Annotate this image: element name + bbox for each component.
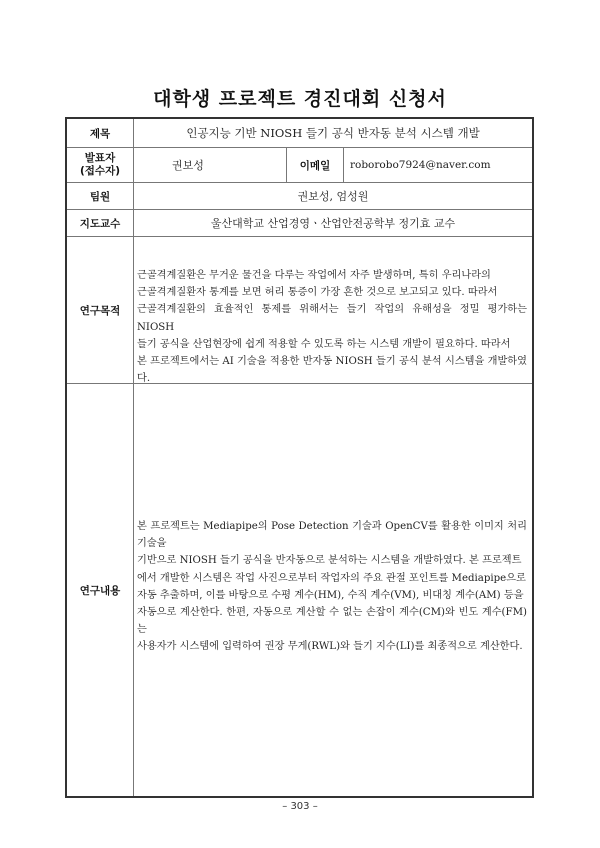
advisor-value: 울산대학교 산업경영ㆍ산업안전공학부 정기효 교수 [210, 217, 456, 230]
content-line: 자동으로 계산한다. 한편, 자동으로 계산할 수 없는 손잡이 계수(CM)와 빈도 계수(FM)는 [137, 607, 527, 636]
email-value: roborobo7924@naver.com [350, 159, 491, 171]
purpose-text [137, 267, 527, 387]
purpose-line: 근골격계질환자 통계를 보면 허리 통증이 가장 흔한 것으로 보고되고 있다. 따라서 [137, 287, 498, 299]
advisor-label: 지도교수 [79, 217, 121, 230]
row-divider [67, 236, 532, 237]
purpose-line: 본 프로젝트에서는 AI 기술을 적용한 반자동 NIOSH 들기 공식 분석 시스템을 개발하였다. [137, 356, 527, 385]
purpose-label: 연구목적 [79, 304, 121, 317]
team-value: 권보성, 엄성원 [297, 190, 369, 203]
content-line: 에서 개발한 시스템은 작업 사진으로부터 작업자의 주요 관절 포인트를 Mediapipe으로 [137, 572, 526, 584]
team-label: 팀원 [89, 190, 111, 203]
content-line: 본 프로젝트는 Mediapipe의 Pose Detection 기술과 OpenCV를 활용한 이미지 처리 기술을 [137, 521, 527, 550]
page-title: 대학생 프로젝트 경진대회 신청서 [153, 88, 447, 110]
applicant-label-line1: 발표자 [84, 152, 116, 164]
applicant-label-line2: (접수자) [79, 165, 121, 177]
purpose-line: 근골격계질환의 효율적인 통제를 위해서는 들기 작업의 유해성을 정밀 평가하는 NIOSH [137, 304, 527, 333]
applicant-label [67, 148, 133, 182]
applicant-name: 권보성 [172, 159, 204, 172]
application-form [65, 117, 534, 798]
email-label: 이메일 [299, 159, 331, 172]
purpose-line: 들기 공식을 산업현장에 쉽게 적용할 수 있도록 하는 시스템 개발이 필요하다. 따라서 [137, 338, 511, 350]
content-text [137, 518, 527, 656]
subject-value: 인공지능 기반 NIOSH 들기 공식 반자동 분석 시스템 개발 [186, 126, 480, 140]
content-line: 기반으로 NIOSH 들기 공식을 반자동으로 분석하는 시스템을 개발하였다. 본 프로젝트 [137, 555, 522, 567]
page-number: – 303 – [282, 801, 318, 812]
content-line: 자동 추출하며, 이를 바탕으로 수평 계수(HM), 수직 계수(VM), 비대칭 계수(AM) 등을 [137, 589, 524, 601]
purpose-line: 근골격계질환은 무거운 물건을 다루는 작업에서 자주 발생하며, 특히 우리나라의 [137, 270, 491, 281]
subject-label: 제목 [89, 127, 111, 140]
content-line: 사용자가 시스템에 입력하여 권장 무게(RWL)와 들기 지수(LI)를 최종적으로 계산한다. [137, 641, 523, 653]
content-label: 연구내용 [79, 584, 121, 597]
